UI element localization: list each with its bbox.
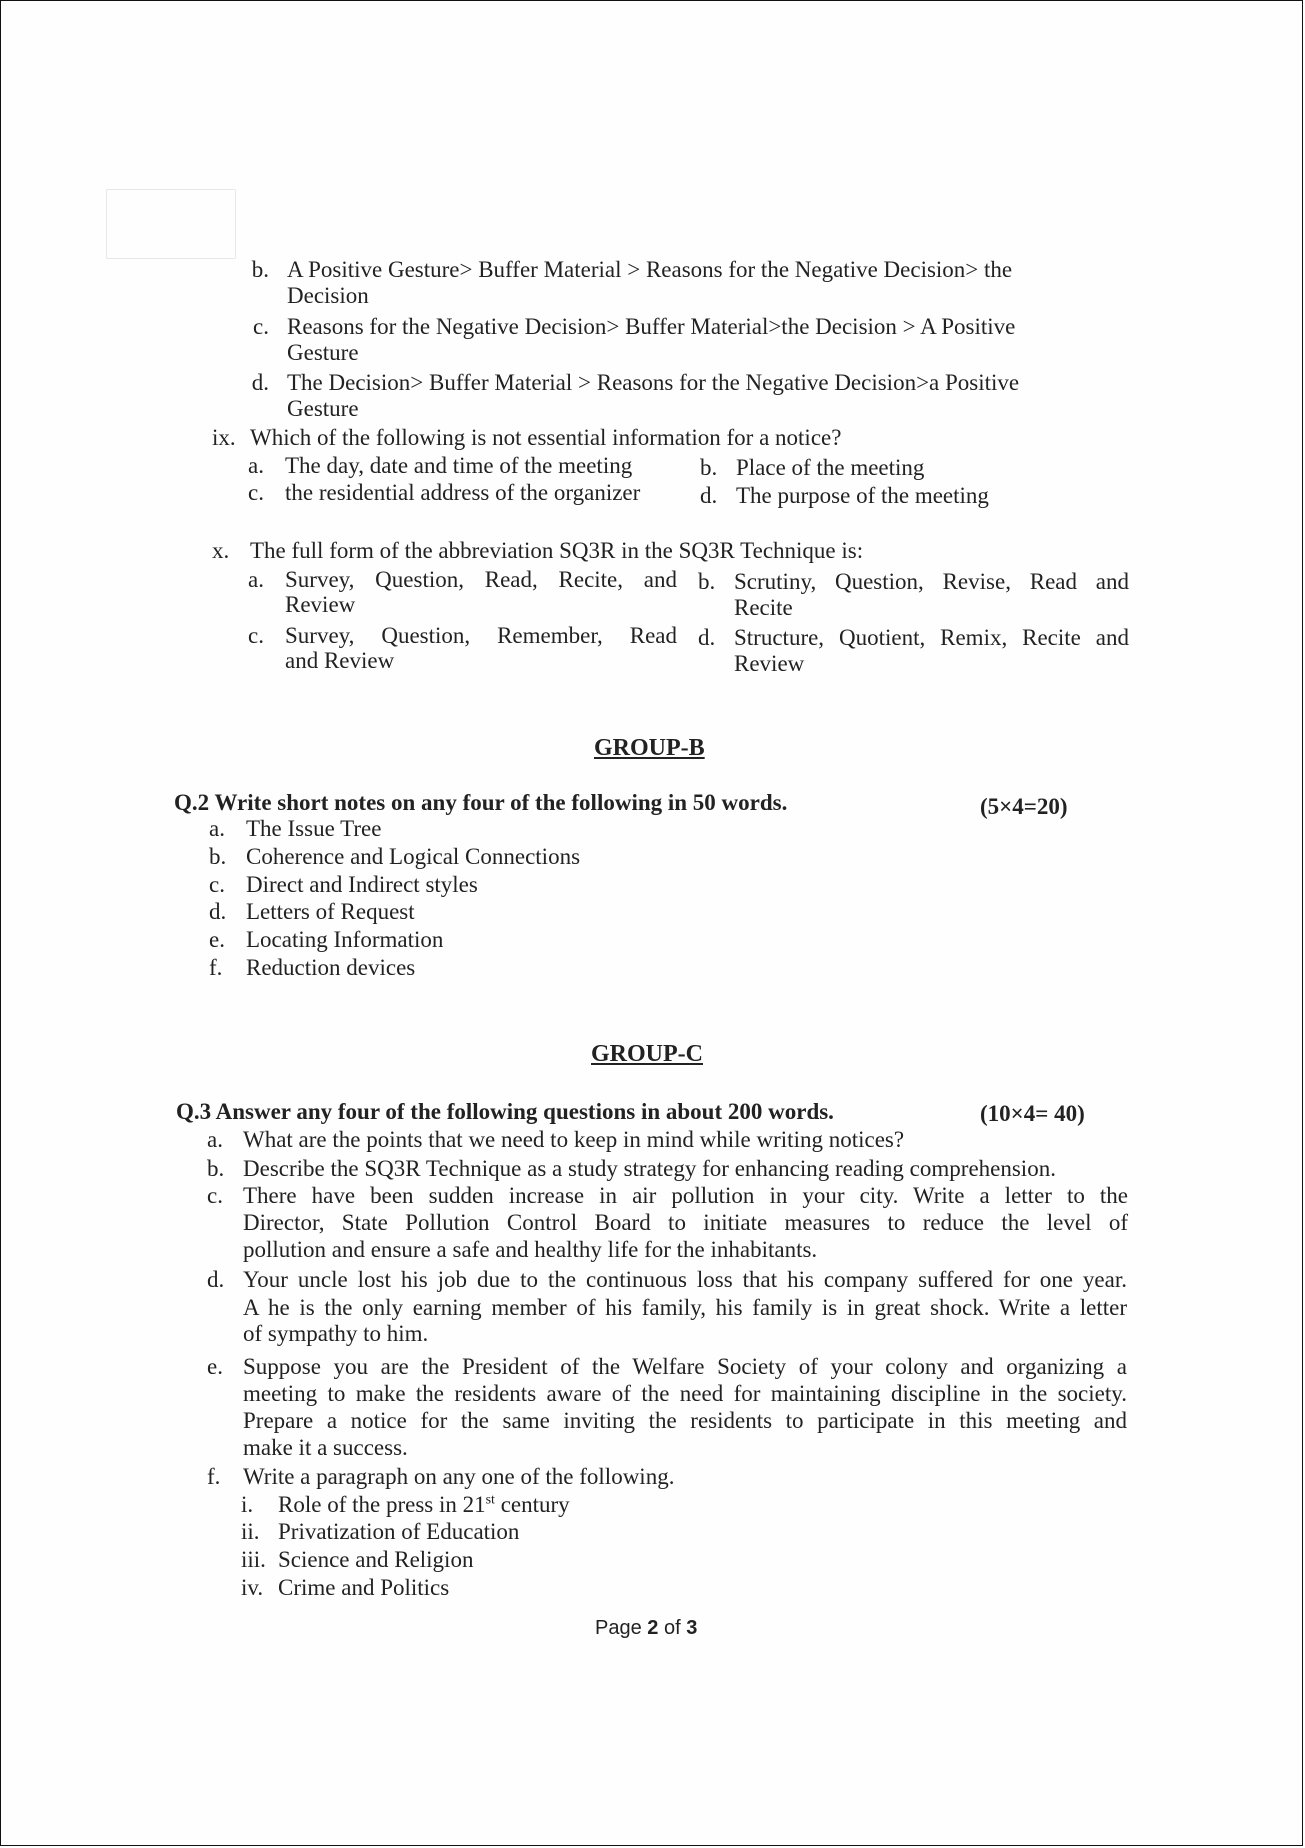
- question-item-cont: make it a success.: [243, 1435, 408, 1460]
- option-label: c.: [248, 480, 264, 505]
- option-text: Survey, Question, Remember, Read: [285, 623, 677, 648]
- list-item: Direct and Indirect styles: [246, 872, 478, 897]
- option-label: d.: [251, 370, 269, 395]
- question-item-cont: Prepare a notice for the same inviting the residents to participate in this meeting and: [243, 1408, 1127, 1433]
- sublist-item: Science and Religion: [278, 1547, 474, 1572]
- option-label: a.: [248, 453, 264, 478]
- list-item: Letters of Request: [246, 899, 415, 924]
- list-item: Coherence and Logical Connections: [246, 844, 581, 869]
- sublist-label: iii.: [241, 1547, 266, 1572]
- option-text: The purpose of the meeting: [736, 483, 989, 508]
- list-label: f.: [207, 1464, 221, 1489]
- list-label: d.: [209, 899, 227, 924]
- option-text-cont: Gesture: [287, 396, 359, 421]
- option-text: Survey, Question, Read, Recite, and: [285, 567, 677, 592]
- question-item-cont: of sympathy to him.: [243, 1321, 429, 1346]
- option-text-cont: and Review: [285, 648, 395, 673]
- list-label: c.: [209, 872, 225, 897]
- option-text: Place of the meeting: [736, 455, 925, 480]
- q2-question: Q.2 Write short notes on any four of the following in 50 words.: [174, 790, 788, 815]
- question-text: The full form of the abbreviation SQ3R in the SQ3R Technique is:: [250, 538, 864, 563]
- list-item: Locating Information: [246, 927, 444, 952]
- option-text-cont: Review: [285, 592, 356, 617]
- option-label: d.: [698, 625, 716, 650]
- option-label: b.: [698, 569, 716, 594]
- list-label: c.: [207, 1183, 223, 1208]
- question-item: There have been sudden increase in air pollution in your city. Write a letter to the: [243, 1183, 1128, 1208]
- question-item-cont: A he is the only earning member of his family, his family is in great shock. Write a letter: [243, 1295, 1127, 1320]
- list-label: e.: [209, 927, 225, 952]
- option-text: Reasons for the Negative Decision> Buffer Material>the Decision > A Positive: [287, 314, 1016, 339]
- page-number: Page 2 of 3: [595, 1617, 698, 1639]
- option-label: b.: [700, 455, 718, 480]
- sublist-item: Privatization of Education: [278, 1519, 520, 1544]
- sublist-label: ii.: [241, 1519, 260, 1544]
- option-text-cont: Decision: [287, 283, 369, 308]
- option-text-cont: Recite: [734, 595, 793, 620]
- option-label: b.: [251, 257, 269, 282]
- question-item-cont: pollution and ensure a safe and healthy life for the inhabitants.: [243, 1237, 818, 1262]
- q3-marks: (10×4= 40): [980, 1101, 1085, 1126]
- option-text: The Decision> Buffer Material > Reasons for the Negative Decision>a Positive: [287, 370, 1020, 395]
- option-text: the residential address of the organizer: [285, 480, 641, 505]
- list-label: f.: [209, 955, 223, 980]
- question-item: What are the points that we need to keep in mind while writing notices?: [243, 1127, 905, 1152]
- list-label: e.: [207, 1354, 223, 1379]
- list-label: b.: [209, 844, 227, 869]
- list-label: a.: [209, 816, 225, 841]
- question-item: Describe the SQ3R Technique as a study strategy for enhancing reading comprehension.: [243, 1156, 1056, 1181]
- sublist-label: i.: [241, 1492, 254, 1517]
- option-text: The day, date and time of the meeting: [285, 453, 633, 478]
- option-text: A Positive Gesture> Buffer Material > Reasons for the Negative Decision> the: [287, 257, 1013, 282]
- list-label: a.: [207, 1127, 223, 1152]
- option-text-cont: Gesture: [287, 340, 359, 365]
- option-label: c.: [248, 623, 264, 648]
- option-label: d.: [700, 483, 718, 508]
- question-item-cont: Director, State Pollution Control Board to initiate measures to reduce the level of: [243, 1210, 1128, 1235]
- group-c-heading: GROUP-C: [591, 1041, 703, 1067]
- option-label: a.: [248, 567, 264, 592]
- sublist-label: iv.: [241, 1575, 264, 1600]
- question-item: Your uncle lost his job due to the continuous loss that his company suffered for one year.: [243, 1267, 1127, 1292]
- list-item: Reduction devices: [246, 955, 416, 980]
- list-label: b.: [207, 1156, 225, 1181]
- sublist-item: Role of the press in 21st century: [278, 1492, 570, 1517]
- question-number: x.: [212, 538, 230, 563]
- question-number: ix.: [212, 425, 236, 450]
- q3-question: Q.3 Answer any four of the following questions in about 200 words.: [176, 1099, 834, 1124]
- question-text: Which of the following is not essential information for a notice?: [250, 425, 842, 450]
- question-item: Suppose you are the President of the Welfare Society of your colony and organizing a: [243, 1354, 1127, 1379]
- faint-stamp-box: [106, 189, 236, 259]
- q2-marks: (5×4=20): [980, 794, 1068, 819]
- option-text: Structure, Quotient, Remix, Recite and: [734, 625, 1129, 650]
- group-b-heading: GROUP-B: [594, 735, 705, 761]
- option-text-cont: Review: [734, 651, 805, 676]
- option-text: Scrutiny, Question, Revise, Read and: [734, 569, 1129, 594]
- question-item: Write a paragraph on any one of the following.: [243, 1464, 675, 1489]
- list-item: The Issue Tree: [246, 816, 382, 841]
- option-label: c.: [253, 314, 269, 339]
- list-label: d.: [207, 1267, 225, 1292]
- question-item-cont: meeting to make the residents aware of the need for maintaining discipline in the society.: [243, 1381, 1127, 1406]
- sublist-item: Crime and Politics: [278, 1575, 450, 1600]
